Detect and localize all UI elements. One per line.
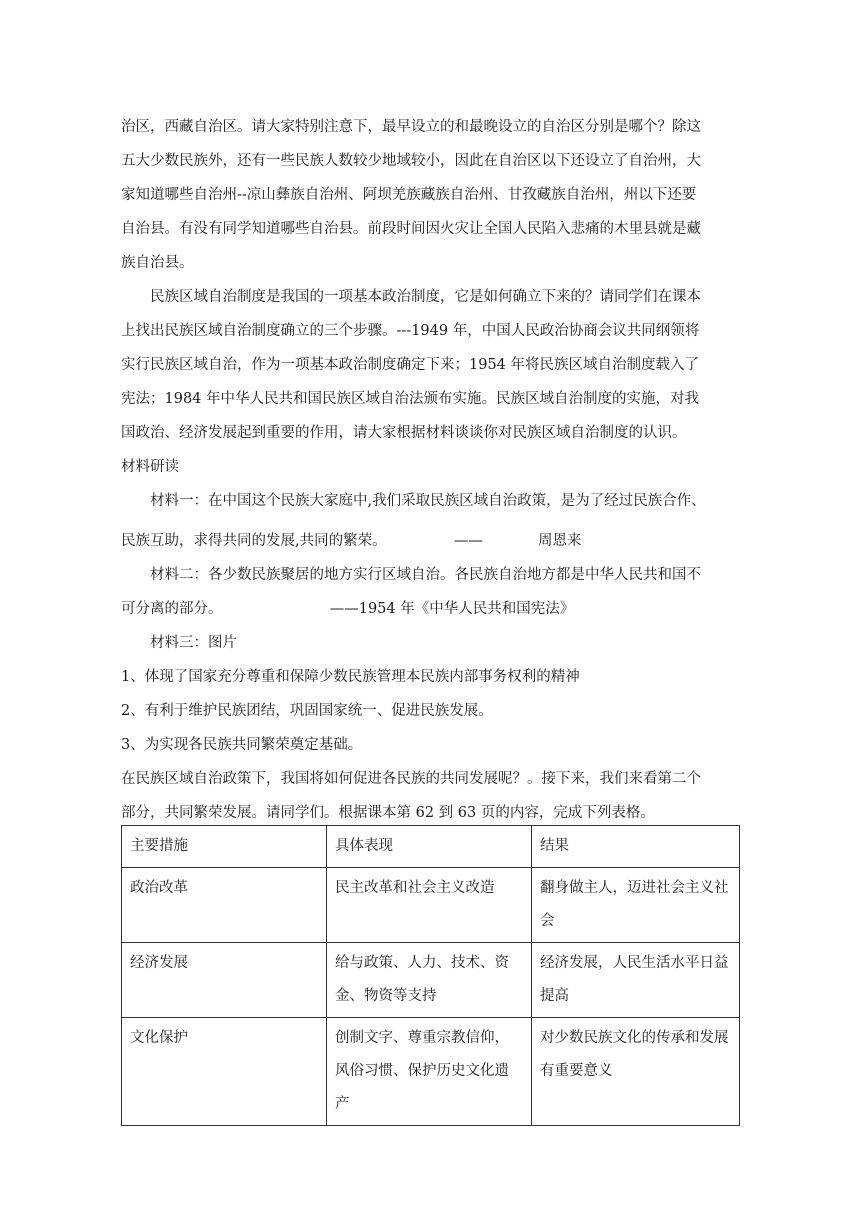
text-line: 自治县。有没有同学知道哪些自治县。前段时间因火灾让全国人民陷入悲痛的木里县就是藏: [121, 221, 701, 237]
paragraph-system-history: [121, 280, 741, 450]
table-header-cell: 结果: [532, 826, 740, 868]
text-line: 在民族区域自治政策下，我国将如何促进各民族的共同发展呢？。接下来，我们来看第二个: [121, 771, 701, 787]
table-cell: 民主改革和社会主义改造: [327, 868, 532, 943]
table-cell: 经济发展: [122, 943, 327, 1018]
text-line: 治区，西藏自治区。请大家特别注意下，最早设立的和最晚设立的自治区分别是哪个？除这: [121, 119, 701, 135]
text-line: 部分，共同繁荣发展。请同学们。根据课本第 62 到 63 页的内容，完成下列表格。: [121, 805, 655, 821]
paragraph-common-prosperity: [121, 762, 741, 830]
table-cell: 经济发展，人民生活水平日益提高: [532, 943, 740, 1018]
list-item: 3、为实现各民族共同繁荣奠定基础。: [121, 737, 363, 753]
material-one-cont: [121, 524, 741, 558]
section-heading: [121, 450, 741, 484]
material-three: [121, 626, 741, 660]
text-line: 材料二：各少数民族聚居的地方实行区域自治。各民族自治地方都是中华人民共和国不: [150, 567, 701, 583]
text-line: 五大少数民族外，还有一些民族人数较少地域较小，因此在自治区以下还设立了自治州，大: [121, 153, 701, 169]
table-cell: 对少数民族文化的传承和发展有重要意义: [532, 1018, 740, 1126]
text-line: 材料三：图片: [150, 635, 237, 651]
table-cell: 文化保护: [122, 1018, 327, 1126]
points-list: [121, 660, 741, 762]
table-cell: 创制文字、尊重宗教信仰，风俗习惯、保护历史文化遗产: [327, 1018, 532, 1126]
heading-materials: 材料研读: [121, 459, 179, 475]
table-header-cell: 主要措施: [122, 826, 327, 868]
table-cell: 政治改革: [122, 868, 327, 943]
table-header-cell: 具体表现: [327, 826, 532, 868]
text-line: 家知道哪些自治州--凉山彝族自治州、阿坝羌族藏族自治州、甘孜藏族自治州，州以下还要: [121, 187, 697, 203]
text-line: 上找出民族区域自治制度确立的三个步骤。---1949 年，中国人民政治协商会议共同纲领将: [121, 323, 700, 339]
text-line: 材料一：在中国这个民族大家庭中,我们采取民族区域自治政策，是为了经过民族合作、: [150, 493, 706, 509]
list-item: 2、有利于维护民族团结，巩固国家统一、促进民族发展。: [121, 703, 493, 719]
material-two-text: 可分离的部分。: [121, 601, 223, 617]
measures-table: [121, 825, 740, 1126]
material-two-source: ——1954 年《中华人民共和国宪法》: [329, 601, 575, 617]
text-line: [121, 592, 741, 626]
material-one-dash: ——: [453, 533, 483, 549]
text-line: [121, 524, 741, 558]
table-row: [122, 1018, 740, 1126]
list-item: 1、体现了国家充分尊重和保障少数民族管理本民族内部事务权利的精神: [121, 669, 580, 685]
text-line: 族自治县。: [121, 255, 194, 271]
material-one-text: 民族互助，求得共同的发展,共同的繁荣。: [121, 533, 387, 549]
text-line: 民族区域自治制度是我国的一项基本政治制度，它是如何确立下来的？请同学们在课本: [150, 289, 701, 305]
material-one-author: 周恩来: [538, 533, 582, 549]
table-cell: 翻身做主人，迈进社会主义社会: [532, 868, 740, 943]
text-line: 宪法；1984 年中华人民共和国民族区域自治法颁布实施。民族区域自治制度的实施，对我: [121, 391, 700, 407]
paragraph-autonomous-regions: [121, 110, 741, 280]
table-row: [122, 943, 740, 1018]
table-row: [122, 868, 740, 943]
table-cell: 给与政策、人力、技术、资金、物资等支持: [327, 943, 532, 1018]
text-line: 实行民族区域自治，作为一项基本政治制度确定下来；1954 年将民族区域自治制度载入了: [121, 357, 700, 373]
text-line: 国政治、经济发展起到重要的作用，请大家根据材料谈谈你对民族区域自治制度的认识。: [121, 425, 687, 441]
material-one: [121, 484, 741, 518]
material-two: [121, 558, 741, 626]
table-header-row: [122, 826, 740, 868]
